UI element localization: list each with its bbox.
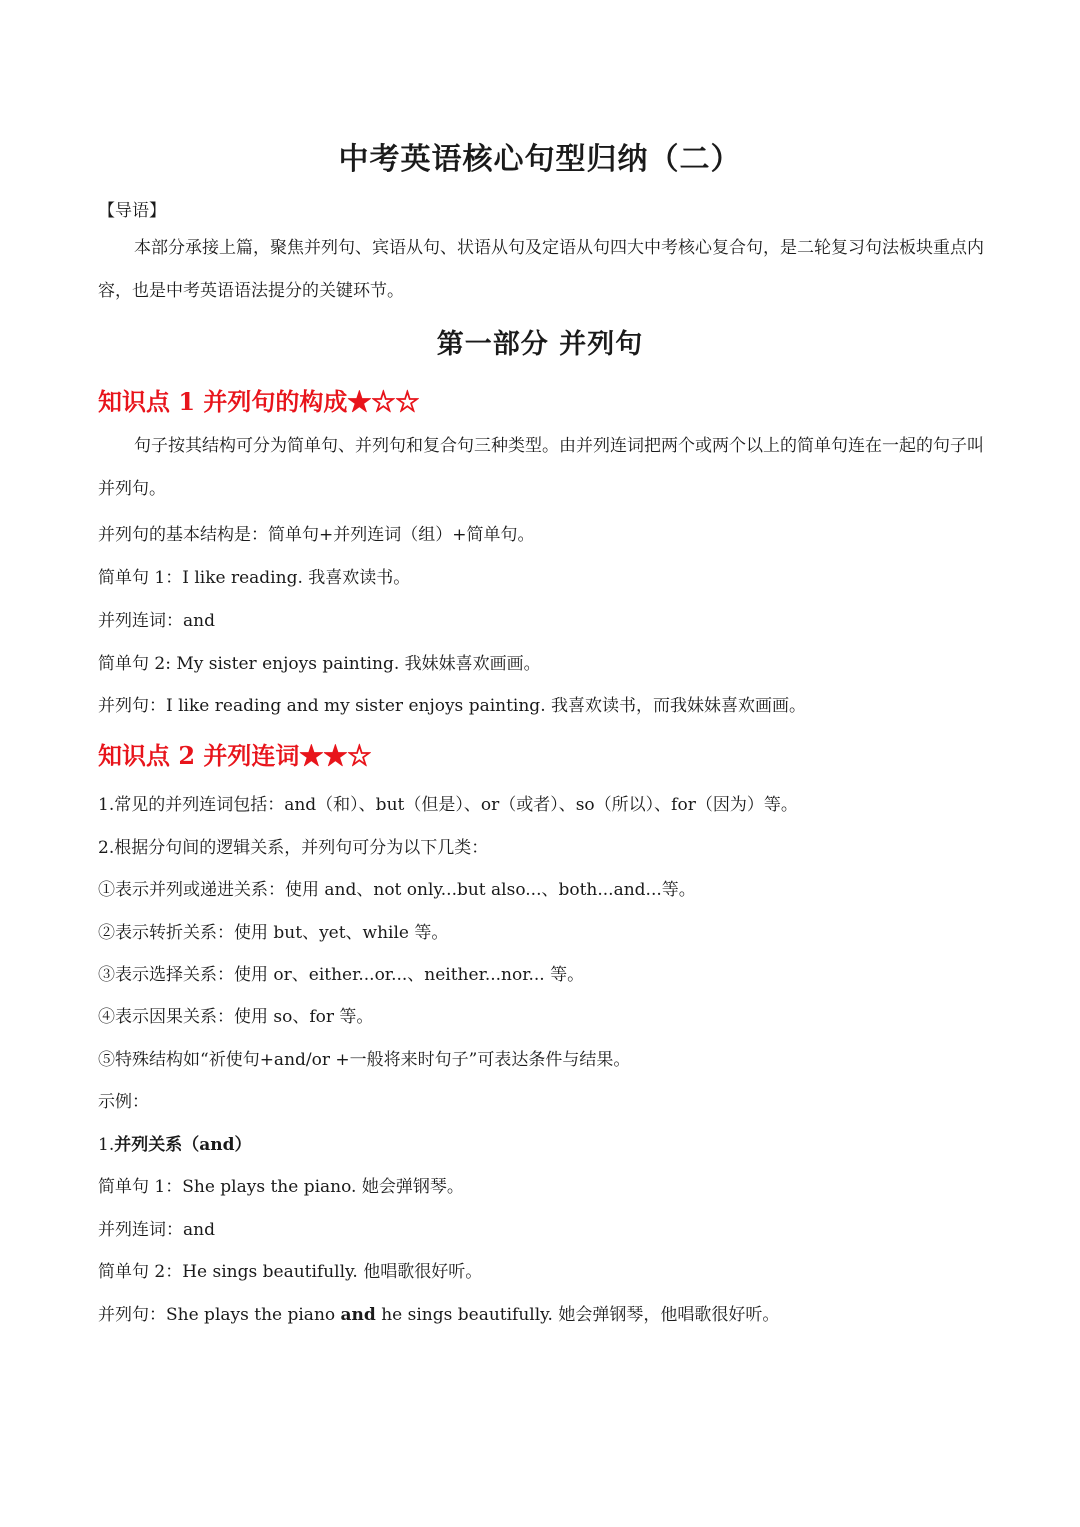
- intro-tag: 【导语】: [98, 201, 166, 221]
- document-title: 中考英语核心句型归纳（二）: [338, 142, 742, 177]
- example-1-simple-1: 简单句 1：She plays the piano. 她会弹钢琴。: [98, 1177, 464, 1197]
- example-1-compound-conj: and: [340, 1305, 376, 1325]
- example-1-simple-2: 简单句 2：He sings beautifully. 他唱歌很好听。: [98, 1262, 483, 1282]
- knowledge-point-1-title: 知识点 1 并列句的构成★☆☆: [98, 387, 420, 416]
- kp2-line-1: 1.常见的并列连词包括：and（和）、but（但是）、or（或者）、so（所以）、for（因为）等。: [98, 795, 798, 815]
- kp2-line-5: ③表示选择关系：使用 or、either...or...、neither...nor... 等。: [98, 965, 585, 985]
- example-1-compound: [98, 1300, 779, 1325]
- part-one-title: 第一部分 并列句: [436, 329, 644, 360]
- intro-paragraph: 本部分承接上篇，聚焦并列句、宾语从句、状语从句及定语从句四大中考核心复合句，是二轮复习句法板块重点内容，也是中考英语语法提分的关键环节。: [98, 238, 984, 301]
- kp2-line-2: 2.根据分句间的逻辑关系，并列句可分为以下几类：: [98, 838, 489, 858]
- example-1-heading-number: 1.: [98, 1135, 115, 1155]
- kp1-line-compound: 并列句：I like reading and my sister enjoys painting. 我喜欢读书，而我妹妹喜欢画画。: [98, 696, 806, 716]
- knowledge-point-2-title: 知识点 2 并列连词★★☆: [98, 741, 372, 770]
- example-1-compound-post: he sings beautifully. 她会弹钢琴，他唱歌很好听。: [375, 1305, 780, 1325]
- kp1-line-conjunction: 并列连词：and: [98, 611, 215, 631]
- kp1-paragraph: 句子按其结构可分为简单句、并列句和复合句三种类型。由并列连词把两个或两个以上的简单句连在一起的句子叫并列句。: [98, 436, 984, 499]
- kp2-line-4: ②表示转折关系：使用 but、yet、while 等。: [98, 923, 449, 943]
- kp1-line-simple-1: 简单句 1：I like reading. 我喜欢读书。: [98, 568, 411, 588]
- kp2-line-examples: 示例：: [98, 1092, 149, 1112]
- kp2-line-7: ⑤特殊结构如“祈使句+and/or +一般将来时句子”可表达条件与结果。: [98, 1050, 631, 1070]
- example-1-heading: [98, 1130, 252, 1155]
- kp1-line-structure: 并列句的基本结构是：简单句+并列连词（组）+简单句。: [98, 525, 535, 545]
- kp1-line-simple-2: 简单句 2: My sister enjoys painting. 我妹妹喜欢画画。: [98, 654, 541, 674]
- kp2-line-6: ④表示因果关系：使用 so、for 等。: [98, 1007, 374, 1027]
- kp2-line-3: ①表示并列或递进关系：使用 and、not only...but also...、both...and...等。: [98, 880, 696, 900]
- example-1-conjunction: 并列连词：and: [98, 1220, 215, 1240]
- example-1-heading-text: 并列关系（and）: [114, 1135, 252, 1155]
- example-1-compound-pre: 并列句：She plays the piano: [98, 1305, 341, 1325]
